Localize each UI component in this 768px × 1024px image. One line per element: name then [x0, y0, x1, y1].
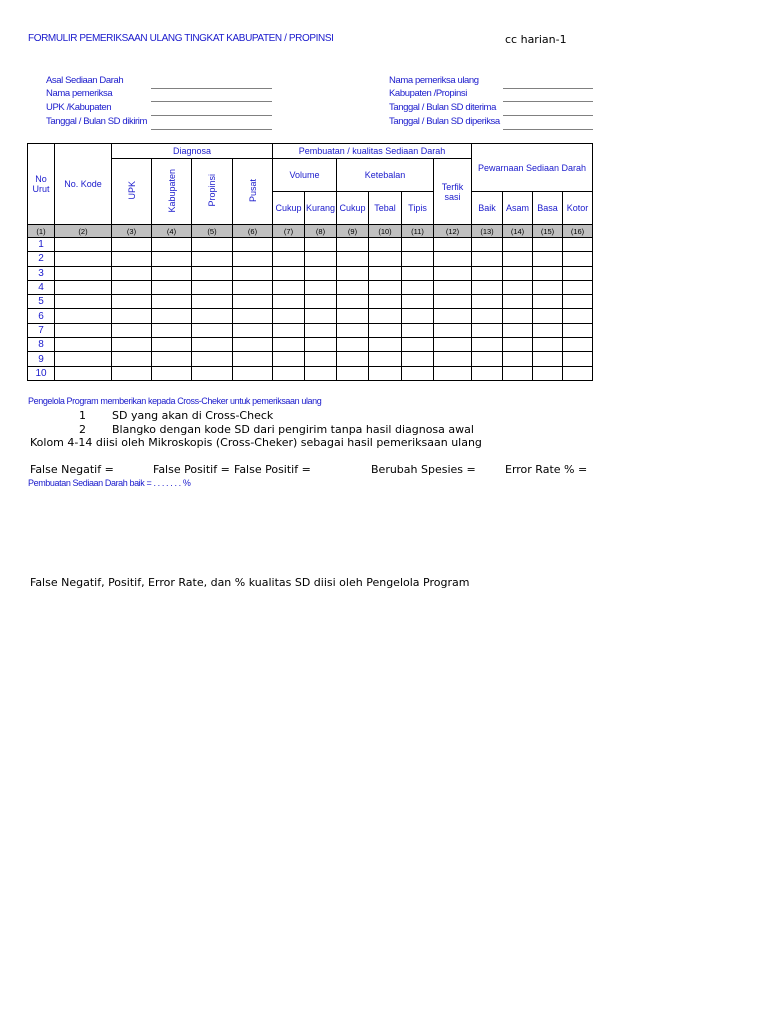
table-cell[interactable] — [112, 338, 152, 352]
table-cell[interactable] — [273, 252, 305, 266]
col-num: (9) — [337, 225, 369, 238]
table-cell[interactable] — [503, 366, 533, 380]
field-nama-pemeriksa-ulang[interactable] — [503, 88, 593, 89]
note-kolom: Kolom 4-14 diisi oleh Mikroskopis (Cross-Cheker) sebagai hasil pemeriksaan ulang — [30, 436, 482, 449]
header-pewarnaan-basa: Basa — [533, 192, 563, 225]
table-cell[interactable] — [152, 295, 192, 309]
metric-error-rate: Error Rate % = — [505, 463, 588, 476]
table-cell[interactable] — [305, 280, 337, 294]
table-cell[interactable] — [369, 280, 402, 294]
table-cell[interactable] — [369, 252, 402, 266]
table-cell[interactable] — [472, 366, 503, 380]
table-cell[interactable] — [233, 280, 273, 294]
table-cell[interactable] — [402, 309, 434, 323]
label-nama-pemeriksa-ulang: Nama pemeriksa ulang — [389, 75, 479, 86]
table-cell[interactable] — [402, 352, 434, 366]
col-num: (16) — [563, 225, 593, 238]
note-item2-num: 2 — [79, 423, 86, 436]
table-cell[interactable] — [112, 323, 152, 337]
table-cell[interactable] — [472, 352, 503, 366]
table-cell[interactable] — [273, 338, 305, 352]
table-cell[interactable] — [503, 252, 533, 266]
field-upk-kabupaten[interactable] — [151, 115, 272, 116]
table-cell[interactable] — [402, 295, 434, 309]
table-cell[interactable] — [434, 252, 472, 266]
table-cell[interactable] — [533, 366, 563, 380]
row-number: 4 — [28, 280, 55, 294]
table-cell[interactable] — [434, 338, 472, 352]
table-cell[interactable] — [192, 238, 233, 252]
table-cell[interactable] — [112, 252, 152, 266]
note-intro: Pengelola Program memberikan kepada Cross-Cheker untuk pemeriksaan ulang — [28, 396, 322, 406]
table-cell[interactable] — [472, 295, 503, 309]
table-cell[interactable] — [192, 295, 233, 309]
header-ketebalan-tebal: Tebal — [369, 192, 402, 225]
table-cell[interactable] — [369, 309, 402, 323]
table-cell[interactable] — [369, 352, 402, 366]
table-cell[interactable] — [112, 295, 152, 309]
row-number: 1 — [28, 238, 55, 252]
table-cell[interactable] — [305, 295, 337, 309]
table-row — [28, 338, 593, 352]
table-cell[interactable] — [563, 295, 593, 309]
table-cell[interactable] — [337, 352, 369, 366]
table-cell[interactable] — [402, 366, 434, 380]
table-cell[interactable] — [152, 338, 192, 352]
table-cell[interactable] — [152, 309, 192, 323]
row-number: 8 — [28, 338, 55, 352]
table-cell[interactable] — [55, 338, 112, 352]
table-cell[interactable] — [55, 323, 112, 337]
row-number: 2 — [28, 252, 55, 266]
table-cell[interactable] — [233, 309, 273, 323]
table-cell[interactable] — [503, 338, 533, 352]
column-number-row — [28, 225, 593, 238]
table-cell[interactable] — [434, 238, 472, 252]
table-cell[interactable] — [152, 352, 192, 366]
table-cell[interactable] — [434, 366, 472, 380]
table-cell[interactable] — [152, 266, 192, 280]
label-tanggal-diterima: Tanggal / Bulan SD diterima — [389, 102, 496, 113]
table-cell[interactable] — [533, 295, 563, 309]
header-no-urut: No Urut — [28, 144, 55, 225]
table-cell[interactable] — [563, 323, 593, 337]
table-cell[interactable] — [112, 280, 152, 294]
header-terfiksasi: Terfik sasi — [434, 159, 472, 225]
col-num: (6) — [233, 225, 273, 238]
table-cell[interactable] — [233, 266, 273, 280]
table-cell[interactable] — [503, 238, 533, 252]
header-ketebalan-cukup: Cukup — [337, 192, 369, 225]
table-cell[interactable] — [337, 338, 369, 352]
col-num: (4) — [152, 225, 192, 238]
table-cell[interactable] — [233, 252, 273, 266]
row-number: 5 — [28, 295, 55, 309]
row-number: 6 — [28, 309, 55, 323]
metric-pembuatan-baik: Pembuatan Sediaan Darah baik = . . . . . . . % — [28, 478, 191, 488]
table-cell[interactable] — [233, 352, 273, 366]
label-tanggal-diperiksa: Tanggal / Bulan SD diperiksa — [389, 116, 500, 127]
table-cell[interactable] — [273, 238, 305, 252]
table-cell[interactable] — [192, 266, 233, 280]
table-cell[interactable] — [369, 366, 402, 380]
table-cell[interactable] — [55, 252, 112, 266]
table-row — [28, 323, 593, 337]
table-cell[interactable] — [152, 366, 192, 380]
table-cell[interactable] — [112, 366, 152, 380]
table-cell[interactable] — [533, 266, 563, 280]
table-cell[interactable] — [533, 238, 563, 252]
table-cell[interactable] — [337, 266, 369, 280]
table-cell[interactable] — [472, 338, 503, 352]
table-cell[interactable] — [503, 309, 533, 323]
table-cell[interactable] — [112, 238, 152, 252]
table-cell[interactable] — [402, 238, 434, 252]
metric-berubah-spesies: Berubah Spesies = — [371, 463, 476, 476]
field-asal-sediaan[interactable] — [151, 88, 272, 89]
col-num: (14) — [503, 225, 533, 238]
table-row — [28, 352, 593, 366]
table-cell[interactable] — [563, 338, 593, 352]
row-number: 3 — [28, 266, 55, 280]
metric-false-negatif: False Negatif = — [30, 463, 114, 476]
metric-false-positif-1: False Positif = — [153, 463, 230, 476]
table-cell[interactable] — [533, 252, 563, 266]
col-num: (1) — [28, 225, 55, 238]
table-row — [28, 295, 593, 309]
table-cell[interactable] — [273, 295, 305, 309]
field-tanggal-diperiksa[interactable] — [503, 129, 593, 130]
header-diag-upk: UPK — [112, 159, 152, 225]
table-cell[interactable] — [563, 366, 593, 380]
table-cell[interactable] — [472, 309, 503, 323]
table-cell[interactable] — [152, 252, 192, 266]
table-cell[interactable] — [533, 280, 563, 294]
table-cell[interactable] — [337, 238, 369, 252]
table-cell[interactable] — [112, 309, 152, 323]
table-cell[interactable] — [563, 280, 593, 294]
table-cell[interactable] — [192, 323, 233, 337]
header-pembuatan: Pembuatan / kualitas Sediaan Darah — [273, 144, 472, 159]
note-item2-text: Blangko dengan kode SD dari pengirim tanpa hasil diagnosa awal — [112, 423, 474, 436]
table-cell[interactable] — [273, 366, 305, 380]
table-row — [28, 252, 593, 266]
label-nama-pemeriksa: Nama pemeriksa — [46, 88, 113, 99]
form-title: FORMULIR PEMERIKSAAN ULANG TINGKAT KABUPATEN / PROPINSI — [28, 33, 334, 44]
row-number: 7 — [28, 323, 55, 337]
table-cell[interactable] — [192, 280, 233, 294]
table-cell[interactable] — [402, 323, 434, 337]
table-cell[interactable] — [55, 352, 112, 366]
header-ketebalan-tipis: Tipis — [402, 192, 434, 225]
table-cell[interactable] — [503, 352, 533, 366]
header-pewarnaan-kotor: Kotor — [563, 192, 593, 225]
table-cell[interactable] — [337, 309, 369, 323]
table-cell[interactable] — [472, 252, 503, 266]
table-cell[interactable] — [369, 323, 402, 337]
table-cell[interactable] — [305, 266, 337, 280]
table-cell[interactable] — [503, 266, 533, 280]
table-row — [28, 309, 593, 323]
table-row — [28, 280, 593, 294]
table-cell[interactable] — [337, 280, 369, 294]
table-cell[interactable] — [233, 366, 273, 380]
table-cell[interactable] — [192, 309, 233, 323]
table-cell[interactable] — [369, 338, 402, 352]
header-no-kode: No. Kode — [55, 144, 112, 225]
table-cell[interactable] — [472, 323, 503, 337]
table-cell[interactable] — [563, 266, 593, 280]
col-num: (11) — [402, 225, 434, 238]
col-num: (12) — [434, 225, 472, 238]
col-num: (5) — [192, 225, 233, 238]
table-cell[interactable] — [402, 266, 434, 280]
table-cell[interactable] — [503, 295, 533, 309]
table-cell[interactable] — [337, 252, 369, 266]
table-cell[interactable] — [305, 252, 337, 266]
examination-table — [27, 143, 593, 381]
header-pewarnaan-asam: Asam — [503, 192, 533, 225]
col-num: (15) — [533, 225, 563, 238]
table-cell[interactable] — [533, 352, 563, 366]
table-cell[interactable] — [273, 266, 305, 280]
table-cell[interactable] — [563, 238, 593, 252]
header-volume: Volume — [273, 159, 337, 192]
label-tanggal-dikirim: Tanggal / Bulan SD dikirim — [46, 116, 148, 127]
table-cell[interactable] — [434, 280, 472, 294]
table-cell[interactable] — [533, 309, 563, 323]
table-cell[interactable] — [233, 323, 273, 337]
table-cell[interactable] — [563, 352, 593, 366]
table-cell[interactable] — [192, 352, 233, 366]
table-cell[interactable] — [305, 323, 337, 337]
table-cell[interactable] — [434, 323, 472, 337]
table-cell[interactable] — [305, 352, 337, 366]
table-cell[interactable] — [192, 252, 233, 266]
table-cell[interactable] — [55, 238, 112, 252]
table-cell[interactable] — [55, 295, 112, 309]
metric-false-positif-2: False Positif = — [234, 463, 311, 476]
table-cell[interactable] — [434, 352, 472, 366]
label-asal-sediaan: Asal Sediaan Darah — [46, 75, 124, 86]
note-item1-num: 1 — [79, 409, 86, 422]
table-row — [28, 366, 593, 380]
table-cell[interactable] — [55, 280, 112, 294]
table-cell[interactable] — [434, 309, 472, 323]
label-upk-kabupaten: UPK /Kabupaten — [46, 102, 112, 113]
table-row — [28, 266, 593, 280]
table-cell[interactable] — [273, 323, 305, 337]
table-cell[interactable] — [55, 309, 112, 323]
table-cell[interactable] — [434, 266, 472, 280]
table-cell[interactable] — [369, 238, 402, 252]
col-num: (10) — [369, 225, 402, 238]
table-cell[interactable] — [152, 238, 192, 252]
field-tanggal-dikirim[interactable] — [151, 129, 272, 130]
label-kabupaten-propinsi: Kabupaten /Propinsi — [389, 88, 467, 99]
table-cell[interactable] — [434, 295, 472, 309]
form-code: cc harian-1 — [505, 33, 567, 46]
note-item1-text: SD yang akan di Cross-Check — [112, 409, 274, 422]
header-ketebalan: Ketebalan — [337, 159, 434, 192]
table-cell[interactable] — [305, 238, 337, 252]
header-diag-kabupaten: Kabupaten — [152, 159, 192, 225]
table-cell[interactable] — [192, 366, 233, 380]
footer-note: False Negatif, Positif, Error Rate, dan % kualitas SD diisi oleh Pengelola Program — [30, 576, 470, 589]
header-diag-propinsi: Propinsi — [192, 159, 233, 225]
table-cell[interactable] — [563, 309, 593, 323]
table-cell[interactable] — [273, 280, 305, 294]
header-pewarnaan: Pewarnaan Sediaan Darah — [472, 144, 593, 192]
table-cell[interactable] — [472, 280, 503, 294]
table-cell[interactable] — [233, 295, 273, 309]
table-cell[interactable] — [503, 323, 533, 337]
table-cell[interactable] — [402, 252, 434, 266]
header-volume-kurang: Kurang — [305, 192, 337, 225]
header-pewarnaan-baik: Baik — [472, 192, 503, 225]
table-cell[interactable] — [55, 266, 112, 280]
table-cell[interactable] — [337, 323, 369, 337]
table-cell[interactable] — [503, 280, 533, 294]
table-cell[interactable] — [563, 252, 593, 266]
col-num: (13) — [472, 225, 503, 238]
table-cell[interactable] — [305, 366, 337, 380]
table-cell[interactable] — [233, 238, 273, 252]
table-cell[interactable] — [112, 266, 152, 280]
table-cell[interactable] — [472, 238, 503, 252]
col-num: (7) — [273, 225, 305, 238]
header-diag-pusat: Pusat — [233, 159, 273, 225]
table-cell[interactable] — [112, 352, 152, 366]
table-cell[interactable] — [152, 323, 192, 337]
table-cell[interactable] — [305, 309, 337, 323]
field-tanggal-diterima[interactable] — [503, 115, 593, 116]
table-cell[interactable] — [402, 280, 434, 294]
table-cell[interactable] — [369, 295, 402, 309]
table-cell[interactable] — [472, 266, 503, 280]
table-cell[interactable] — [273, 309, 305, 323]
table-cell[interactable] — [337, 366, 369, 380]
table-cell[interactable] — [305, 338, 337, 352]
table-cell[interactable] — [337, 295, 369, 309]
table-cell[interactable] — [273, 352, 305, 366]
table-row — [28, 238, 593, 252]
col-num: (8) — [305, 225, 337, 238]
col-num: (2) — [55, 225, 112, 238]
col-num: (3) — [112, 225, 152, 238]
table-cell[interactable] — [192, 338, 233, 352]
table-cell[interactable] — [533, 323, 563, 337]
field-nama-pemeriksa[interactable] — [151, 101, 272, 102]
table-cell[interactable] — [152, 280, 192, 294]
table-cell[interactable] — [402, 338, 434, 352]
row-number: 9 — [28, 352, 55, 366]
row-number: 10 — [28, 366, 55, 380]
table-cell[interactable] — [369, 266, 402, 280]
header-diagnosa: Diagnosa — [112, 144, 273, 159]
table-cell[interactable] — [233, 338, 273, 352]
header-volume-cukup: Cukup — [273, 192, 305, 225]
table-cell[interactable] — [55, 366, 112, 380]
field-kabupaten-propinsi[interactable] — [503, 101, 593, 102]
table-cell[interactable] — [533, 338, 563, 352]
